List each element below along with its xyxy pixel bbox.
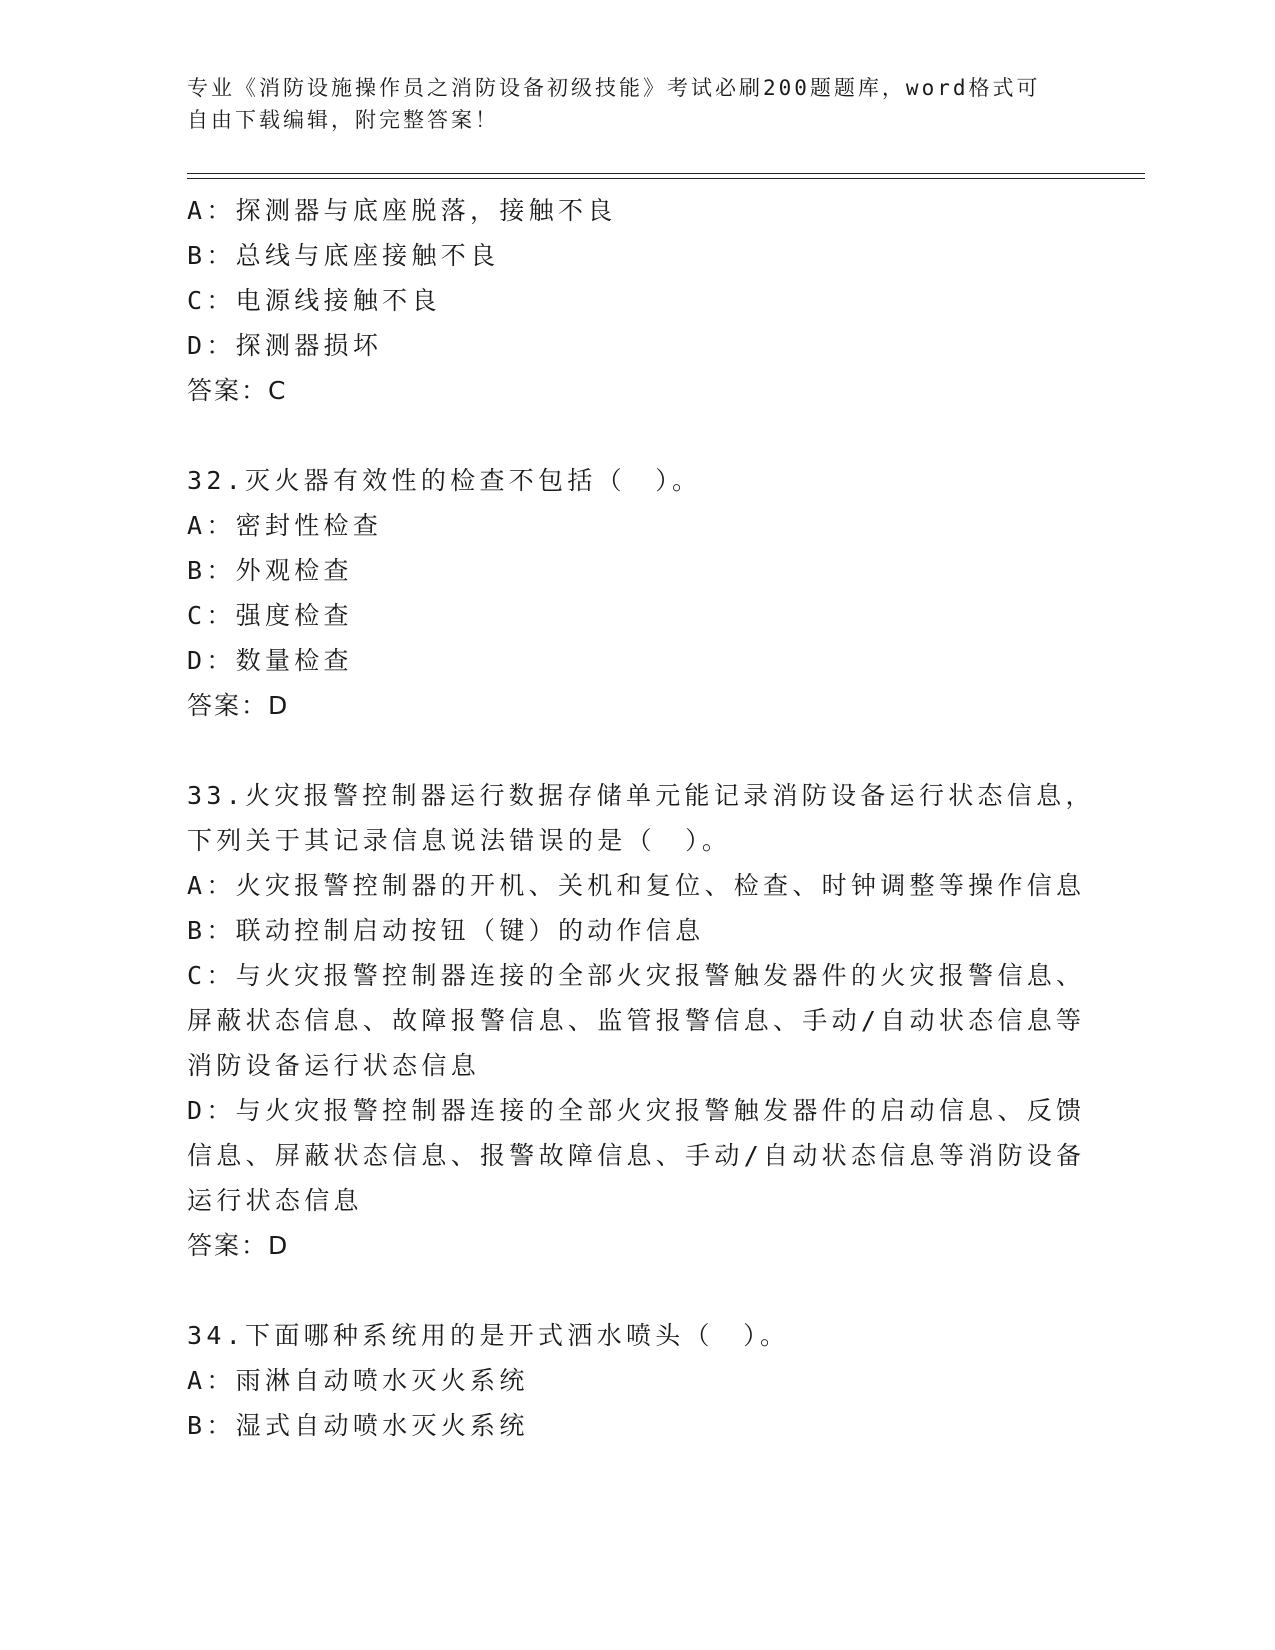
answer: 答案：C: [187, 376, 288, 405]
header-divider-bottom: [187, 178, 1145, 179]
option-b: B：外观检查: [187, 556, 353, 585]
option-b: B：联动控制启动按钮（键）的动作信息: [187, 916, 705, 945]
option-d-line-3: 运行状态信息: [187, 1186, 363, 1215]
option-d: D：探测器损坏: [187, 331, 383, 360]
option-b: B：总线与底座接触不良: [187, 241, 500, 270]
header-line-1: 专业《消防设施操作员之消防设备初级技能》考试必刷200题题库，word格式可: [187, 76, 1041, 100]
answer: 答案：D: [187, 1231, 290, 1260]
question-33: [187, 773, 1095, 1268]
question-stem-line-2: 下列关于其记录信息说法错误的是（ ）。: [187, 826, 732, 855]
option-b: B：湿式自动喷水灭火系统: [187, 1411, 529, 1440]
spacer: [187, 413, 1067, 458]
question-34: [187, 1313, 1067, 1448]
option-c: C：强度检查: [187, 601, 353, 630]
option-c-line-3: 消防设备运行状态信息: [187, 1051, 481, 1080]
header-line-2: 自由下载编辑，附完整答案！: [187, 108, 499, 132]
question-stem-line-1: 33.火灾报警控制器运行数据存储单元能记录消防设备运行状态信息，: [187, 781, 1095, 810]
question-stem: 32.灭火器有效性的检查不包括（ ）。: [187, 466, 702, 495]
question-list: [187, 188, 1095, 1448]
question-32: [187, 458, 1067, 728]
option-a: A：雨淋自动喷水灭火系统: [187, 1366, 529, 1395]
spacer: [187, 1268, 1067, 1313]
spacer: [187, 728, 1067, 773]
option-a: A：密封性检查: [187, 511, 383, 540]
option-c-line-2: 屏蔽状态信息、故障报警信息、监管报警信息、手动/自动状态信息等: [187, 1006, 1086, 1035]
option-a: A：火灾报警控制器的开机、关机和复位、检查、时钟调整等操作信息: [187, 871, 1086, 900]
header-divider-top: [187, 173, 1145, 174]
question-31: [187, 188, 1067, 413]
option-d-line-2: 信息、屏蔽状态信息、报警故障信息、手动/自动状态信息等消防设备: [187, 1141, 1086, 1170]
question-stem: 34.下面哪种系统用的是开式洒水喷头（ ）。: [187, 1321, 790, 1350]
option-d-line-1: D：与火灾报警控制器连接的全部火灾报警触发器件的启动信息、反馈: [187, 1096, 1086, 1125]
option-c: C：电源线接触不良: [187, 286, 441, 315]
document-header: [187, 72, 1067, 136]
answer: 答案：D: [187, 691, 290, 720]
option-a: A：探测器与底座脱落，接触不良: [187, 196, 617, 225]
option-d: D：数量检查: [187, 646, 353, 675]
option-c-line-1: C：与火灾报警控制器连接的全部火灾报警触发器件的火灾报警信息、: [187, 961, 1086, 990]
